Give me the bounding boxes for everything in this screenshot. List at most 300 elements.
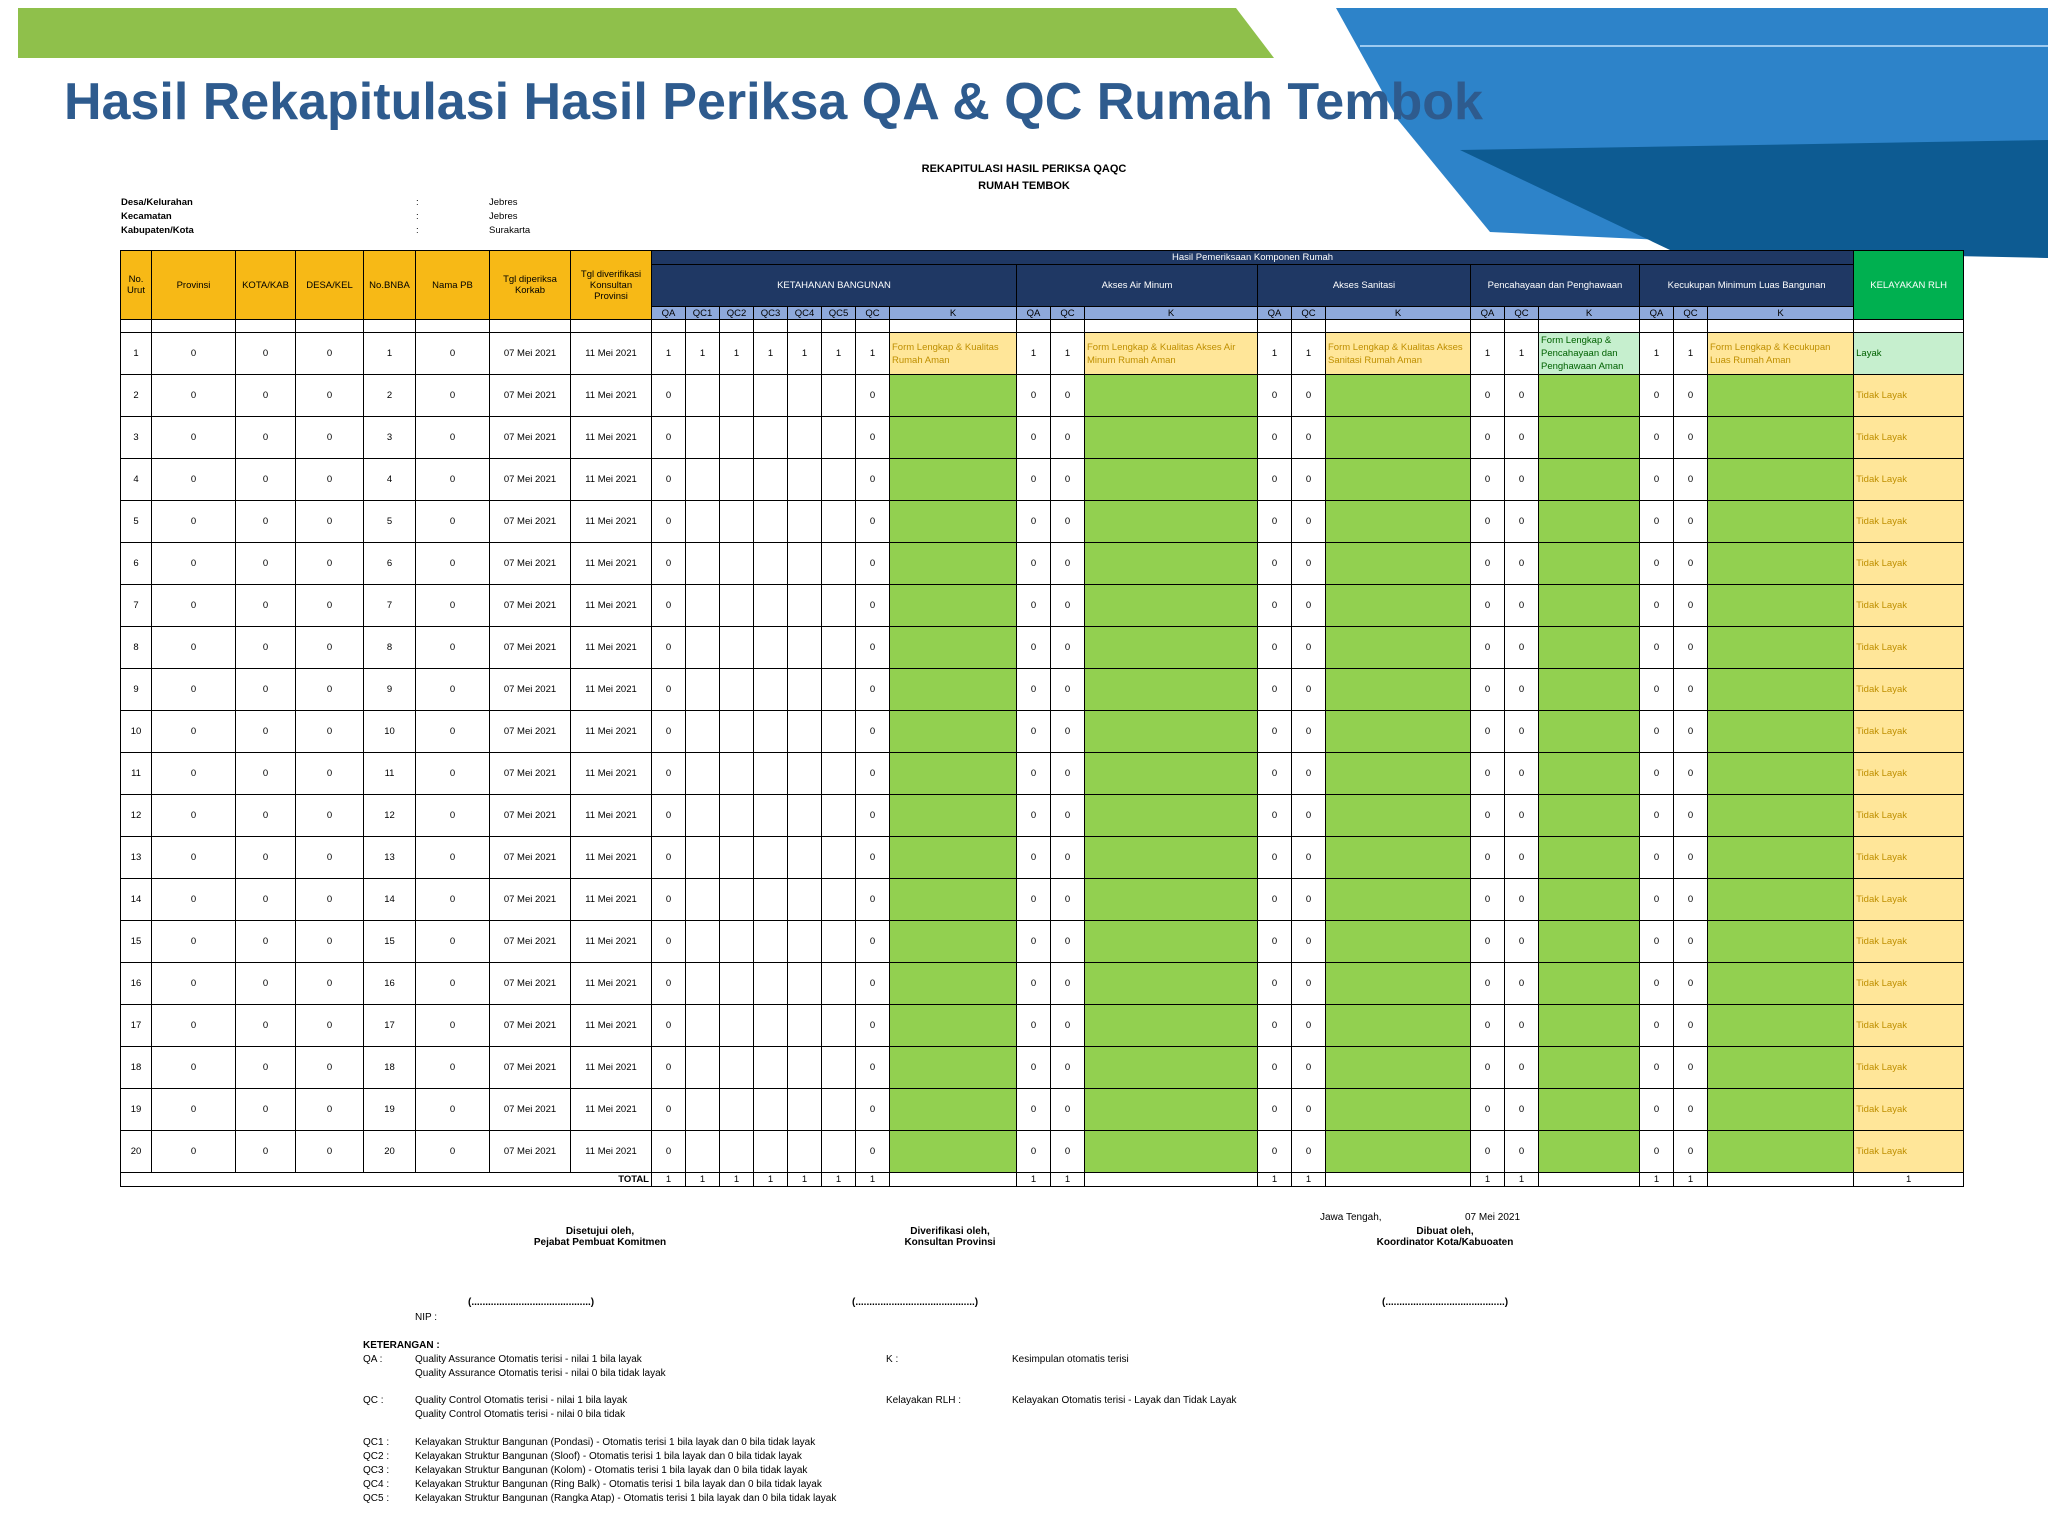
- cell-qc5: [822, 795, 856, 837]
- signature-right-line1: Dibuat oleh,: [1416, 1226, 1474, 1237]
- total-cell: 1: [788, 1173, 822, 1187]
- cell-kb-k: [890, 459, 1017, 501]
- cell-prov: 0: [152, 543, 236, 585]
- cell-lu-qc: 0: [1674, 753, 1708, 795]
- sub-qc2: QC2: [720, 307, 754, 320]
- cell-pc-qa: 0: [1471, 753, 1505, 795]
- cell-no: 2: [121, 375, 152, 417]
- cell-bnba: 2: [364, 375, 416, 417]
- cell-kota: 0: [236, 879, 296, 921]
- total-cell: 1: [1640, 1173, 1674, 1187]
- cell-kota: 0: [236, 375, 296, 417]
- cell-air-qa: 0: [1017, 501, 1051, 543]
- cell-tgl1: 07 Mei 2021: [490, 711, 571, 753]
- cell-lu-qa: 0: [1640, 543, 1674, 585]
- cell-lu-qc: 0: [1674, 1131, 1708, 1173]
- cell-san-qc: 0: [1292, 1089, 1326, 1131]
- cell-san-k: [1326, 753, 1471, 795]
- col-tgl-diverifikasi: Tgl diverifikasi Konsultan Provinsi: [571, 251, 652, 320]
- cell-air-k: [1085, 417, 1258, 459]
- spacer-row: [121, 320, 1964, 333]
- sub-qc: QC: [1505, 307, 1539, 320]
- total-cell: 1: [1292, 1173, 1326, 1187]
- cell-no: 12: [121, 795, 152, 837]
- cell-san-qc: 0: [1292, 1131, 1326, 1173]
- cell-qc2: [720, 795, 754, 837]
- cell-layak: Tidak Layak: [1854, 669, 1964, 711]
- cell-pc-k: [1539, 1005, 1640, 1047]
- cell-pc-k: [1539, 1089, 1640, 1131]
- table-row: [121, 879, 1964, 921]
- total-cell: 1: [1017, 1173, 1051, 1187]
- cell-lu-qa: 0: [1640, 963, 1674, 1005]
- cell-lu-qa: 0: [1640, 627, 1674, 669]
- cell-qc1: [686, 375, 720, 417]
- cell-prov: 0: [152, 753, 236, 795]
- cell-qc1: [686, 837, 720, 879]
- cell-air-k: [1085, 753, 1258, 795]
- cell-pc-k: [1539, 1047, 1640, 1089]
- cell-lu-qc: 0: [1674, 921, 1708, 963]
- cell-kb-k: [890, 837, 1017, 879]
- cell-qc3: [754, 1089, 788, 1131]
- cell-pc-qc: 0: [1505, 417, 1539, 459]
- cell-qc1: [686, 627, 720, 669]
- table-row: [121, 333, 1964, 375]
- cell-no: 11: [121, 753, 152, 795]
- cell-layak: Tidak Layak: [1854, 627, 1964, 669]
- cell-pc-k: [1539, 753, 1640, 795]
- cell-no: 15: [121, 921, 152, 963]
- table-row: [121, 711, 1964, 753]
- cell-bnba: 1: [364, 333, 416, 375]
- cell-qc5: [822, 543, 856, 585]
- cell-qc4: [788, 795, 822, 837]
- cell-kota: 0: [236, 417, 296, 459]
- note-key-rlh: Kelayakan RLH :: [886, 1395, 962, 1406]
- cell-desa: 0: [296, 459, 364, 501]
- cell-san-k: [1326, 963, 1471, 1005]
- cell-pc-qa: 0: [1471, 501, 1505, 543]
- cell-san-k: [1326, 417, 1471, 459]
- sub-qc1: QC1: [686, 307, 720, 320]
- cell-qc3: [754, 543, 788, 585]
- cell-layak: Tidak Layak: [1854, 459, 1964, 501]
- cell-pc-qc: 0: [1505, 627, 1539, 669]
- cell-pc-qc: 0: [1505, 501, 1539, 543]
- cell-qc2: [720, 543, 754, 585]
- cell-nama: 0: [416, 1131, 490, 1173]
- cell-air-qa: 0: [1017, 585, 1051, 627]
- cell-kota: 0: [236, 921, 296, 963]
- total-cell: 1: [856, 1173, 890, 1187]
- cell-kb-qa: 0: [652, 1089, 686, 1131]
- note-qa-1: Quality Assurance Otomatis terisi - nilai 1 bila layak: [415, 1354, 642, 1365]
- cell-lu-k: [1708, 963, 1854, 1005]
- cell-no: 7: [121, 585, 152, 627]
- cell-qc5: [822, 879, 856, 921]
- cell-qc4: [788, 1089, 822, 1131]
- cell-san-k: [1326, 837, 1471, 879]
- cell-qc2: [720, 753, 754, 795]
- cell-qc4: [788, 711, 822, 753]
- sub-qa: QA: [1258, 307, 1292, 320]
- cell-san-qc: 0: [1292, 837, 1326, 879]
- cell-desa: 0: [296, 669, 364, 711]
- cell-pc-k: [1539, 711, 1640, 753]
- cell-nama: 0: [416, 1047, 490, 1089]
- cell-kota: 0: [236, 963, 296, 1005]
- cell-san-qc: 0: [1292, 417, 1326, 459]
- cell-tgl1: 07 Mei 2021: [490, 921, 571, 963]
- cell-kb-k: [890, 921, 1017, 963]
- cell-air-k: [1085, 375, 1258, 417]
- cell-qc3: [754, 711, 788, 753]
- cell-desa: 0: [296, 879, 364, 921]
- cell-lu-qa: 0: [1640, 1131, 1674, 1173]
- info-value: Jebres: [489, 197, 518, 208]
- col-desa-kel: DESA/KEL: [296, 251, 364, 320]
- signature-dots-left: (...........................................): [468, 1297, 595, 1308]
- cell-pc-qc: 0: [1505, 1089, 1539, 1131]
- cell-no: 17: [121, 1005, 152, 1047]
- cell-nama: 0: [416, 333, 490, 375]
- cell-tgl1: 07 Mei 2021: [490, 879, 571, 921]
- cell-lu-k: [1708, 627, 1854, 669]
- cell-desa: 0: [296, 501, 364, 543]
- total-row: [121, 1173, 1964, 1187]
- cell-bnba: 5: [364, 501, 416, 543]
- cell-air-qa: 0: [1017, 1005, 1051, 1047]
- cell-kb-qa: 0: [652, 669, 686, 711]
- cell-air-qc: 0: [1051, 795, 1085, 837]
- cell-pc-qa: 0: [1471, 837, 1505, 879]
- cell-air-qc: 0: [1051, 921, 1085, 963]
- table-row: [121, 585, 1964, 627]
- table-row: [121, 921, 1964, 963]
- cell-lu-qa: 0: [1640, 1047, 1674, 1089]
- cell-san-k: [1326, 1047, 1471, 1089]
- cell-desa: 0: [296, 711, 364, 753]
- total-cell: 1: [1505, 1173, 1539, 1187]
- signature-right: [1285, 1226, 1605, 1248]
- cell-desa: 0: [296, 417, 364, 459]
- cell-lu-qc: 0: [1674, 879, 1708, 921]
- cell-pc-k: [1539, 375, 1640, 417]
- cell-pc-qa: 0: [1471, 543, 1505, 585]
- sub-qc3: QC3: [754, 307, 788, 320]
- cell-air-qc: 0: [1051, 459, 1085, 501]
- cell-desa: 0: [296, 333, 364, 375]
- note-qc4: Kelayakan Struktur Bangunan (Ring Balk) - Otomatis terisi 1 bila layak dan 0 bila tidak layak: [415, 1479, 822, 1490]
- cell-qc4: [788, 627, 822, 669]
- col-kota-kab: KOTA/KAB: [236, 251, 296, 320]
- cell-pc-qa: 0: [1471, 1005, 1505, 1047]
- cell-kb-qc: 0: [856, 417, 890, 459]
- cell-qc4: [788, 753, 822, 795]
- cell-pc-qa: 0: [1471, 711, 1505, 753]
- cell-san-qa: 0: [1258, 669, 1292, 711]
- note-key-qc1: QC1 :: [363, 1437, 390, 1448]
- sub-qa: QA: [652, 307, 686, 320]
- note-qc3: Kelayakan Struktur Bangunan (Kolom) - Otomatis terisi 1 bila layak dan 0 bila tidak layak: [415, 1465, 808, 1476]
- cell-air-qa: 0: [1017, 543, 1051, 585]
- cell-san-k: [1326, 459, 1471, 501]
- info-label: Kecamatan: [121, 211, 172, 222]
- sub-qc5: QC5: [822, 307, 856, 320]
- note-qc2: Kelayakan Struktur Bangunan (Sloof) - Otomatis terisi 1 bila layak dan 0 bila tidak layak: [415, 1451, 802, 1462]
- cell-lu-qc: 0: [1674, 375, 1708, 417]
- cell-air-qa: 0: [1017, 1047, 1051, 1089]
- cell-nama: 0: [416, 1005, 490, 1047]
- cell-san-qa: 0: [1258, 711, 1292, 753]
- cell-san-k: [1326, 1005, 1471, 1047]
- cell-air-qc: 0: [1051, 879, 1085, 921]
- cell-san-qa: 0: [1258, 753, 1292, 795]
- cell-san-qa: 0: [1258, 837, 1292, 879]
- cell-lu-k: [1708, 837, 1854, 879]
- cell-desa: 0: [296, 921, 364, 963]
- cell-kota: 0: [236, 795, 296, 837]
- cell-lu-k: [1708, 1047, 1854, 1089]
- cell-san-qc: 0: [1292, 921, 1326, 963]
- slide-title: Hasil Rekapitulasi Hasil Periksa QA & QC Rumah Tembok: [64, 73, 1483, 131]
- cell-kb-k: [890, 711, 1017, 753]
- cell-san-qc: 0: [1292, 1005, 1326, 1047]
- cell-lu-qa: 0: [1640, 711, 1674, 753]
- cell-qc4: [788, 459, 822, 501]
- cell-pc-qc: 0: [1505, 375, 1539, 417]
- cell-qc2: [720, 669, 754, 711]
- cell-pc-k: [1539, 963, 1640, 1005]
- sub-qc: QC: [1674, 307, 1708, 320]
- table-row: [121, 795, 1964, 837]
- cell-san-qc: 0: [1292, 501, 1326, 543]
- cell-tgl1: 07 Mei 2021: [490, 417, 571, 459]
- cell-san-qa: 0: [1258, 1005, 1292, 1047]
- cell-pc-qc: 1: [1505, 333, 1539, 375]
- cell-lu-qc: 0: [1674, 1089, 1708, 1131]
- cell-prov: 0: [152, 333, 236, 375]
- cell-kb-qc: 0: [856, 1005, 890, 1047]
- cell-layak: Tidak Layak: [1854, 753, 1964, 795]
- cell-pc-qc: 0: [1505, 711, 1539, 753]
- cell-air-qc: 0: [1051, 585, 1085, 627]
- cell-kota: 0: [236, 627, 296, 669]
- cell-kb-k: [890, 627, 1017, 669]
- cell-lu-qc: 0: [1674, 963, 1708, 1005]
- cell-air-k: Form Lengkap & Kualitas Akses Air Minum Rumah Aman: [1085, 333, 1258, 375]
- cell-kb-qa: 0: [652, 459, 686, 501]
- cell-desa: 0: [296, 795, 364, 837]
- cell-kb-qa: 0: [652, 627, 686, 669]
- signature-dots-right: (...........................................): [1382, 1297, 1509, 1308]
- cell-san-k: [1326, 501, 1471, 543]
- cell-qc5: [822, 417, 856, 459]
- cell-lu-qa: 0: [1640, 669, 1674, 711]
- cell-air-k: [1085, 1131, 1258, 1173]
- cell-pc-qc: 0: [1505, 1005, 1539, 1047]
- cell-san-qa: 0: [1258, 375, 1292, 417]
- cell-air-k: [1085, 627, 1258, 669]
- cell-lu-k: [1708, 501, 1854, 543]
- info-value: Surakarta: [489, 225, 531, 236]
- cell-air-k: [1085, 1005, 1258, 1047]
- cell-layak: Tidak Layak: [1854, 837, 1964, 879]
- cell-lu-k: [1708, 1005, 1854, 1047]
- signature-place: Jawa Tengah,: [1320, 1212, 1382, 1223]
- cell-san-k: [1326, 1089, 1471, 1131]
- cell-nama: 0: [416, 375, 490, 417]
- cell-qc5: [822, 585, 856, 627]
- cell-qc3: [754, 417, 788, 459]
- cell-kb-qa: 0: [652, 837, 686, 879]
- note-qa-2: Quality Assurance Otomatis terisi - nilai 0 bila tidak layak: [415, 1368, 666, 1379]
- cell-kota: 0: [236, 1047, 296, 1089]
- cell-qc4: [788, 375, 822, 417]
- cell-kota: 0: [236, 1089, 296, 1131]
- cell-desa: 0: [296, 1005, 364, 1047]
- cell-qc2: [720, 375, 754, 417]
- cell-tgl2: 11 Mei 2021: [571, 1089, 652, 1131]
- cell-tgl1: 07 Mei 2021: [490, 753, 571, 795]
- cell-layak: Tidak Layak: [1854, 501, 1964, 543]
- cell-tgl1: 07 Mei 2021: [490, 501, 571, 543]
- cell-tgl2: 11 Mei 2021: [571, 1047, 652, 1089]
- info-colon: :: [416, 211, 419, 222]
- cell-kb-qa: 0: [652, 963, 686, 1005]
- cell-san-qa: 0: [1258, 963, 1292, 1005]
- total-cell: [1326, 1173, 1471, 1187]
- cell-pc-qa: 0: [1471, 375, 1505, 417]
- cell-qc2: 1: [720, 333, 754, 375]
- signature-left: [440, 1226, 760, 1248]
- cell-lu-k: [1708, 669, 1854, 711]
- cell-san-qc: 0: [1292, 1047, 1326, 1089]
- cell-kb-qa: 0: [652, 1131, 686, 1173]
- cell-air-k: [1085, 543, 1258, 585]
- cell-qc5: [822, 1047, 856, 1089]
- cell-air-qc: 0: [1051, 711, 1085, 753]
- cell-nama: 0: [416, 1089, 490, 1131]
- cell-kb-k: [890, 375, 1017, 417]
- group-hasil-pemeriksaan: Hasil Pemeriksaan Komponen Rumah: [652, 251, 1854, 265]
- cell-tgl1: 07 Mei 2021: [490, 963, 571, 1005]
- cell-qc3: [754, 459, 788, 501]
- cell-no: 16: [121, 963, 152, 1005]
- cell-qc4: [788, 543, 822, 585]
- cell-qc5: 1: [822, 333, 856, 375]
- cell-qc5: [822, 1089, 856, 1131]
- cell-desa: 0: [296, 837, 364, 879]
- total-cell: [890, 1173, 1017, 1187]
- total-cell: 1: [1471, 1173, 1505, 1187]
- signature-right-line2: Koordinator Kota/Kabuoaten: [1376, 1237, 1514, 1248]
- cell-prov: 0: [152, 627, 236, 669]
- cell-qc2: [720, 1047, 754, 1089]
- cell-desa: 0: [296, 1131, 364, 1173]
- cell-desa: 0: [296, 543, 364, 585]
- info-label: Desa/Kelurahan: [121, 197, 193, 208]
- cell-pc-qc: 0: [1505, 1131, 1539, 1173]
- cell-lu-qc: 0: [1674, 669, 1708, 711]
- cell-lu-qc: 0: [1674, 501, 1708, 543]
- cell-tgl2: 11 Mei 2021: [571, 627, 652, 669]
- sub-qa: QA: [1017, 307, 1051, 320]
- cell-bnba: 20: [364, 1131, 416, 1173]
- sub-k: K: [1085, 307, 1258, 320]
- cell-pc-qa: 0: [1471, 1047, 1505, 1089]
- cell-qc5: [822, 627, 856, 669]
- cell-tgl2: 11 Mei 2021: [571, 333, 652, 375]
- cell-kb-qa: 1: [652, 333, 686, 375]
- total-cell: 1: [754, 1173, 788, 1187]
- cell-kota: 0: [236, 1131, 296, 1173]
- cell-desa: 0: [296, 753, 364, 795]
- info-colon: :: [416, 225, 419, 236]
- table-row: [121, 963, 1964, 1005]
- cell-desa: 0: [296, 375, 364, 417]
- cell-qc1: 1: [686, 333, 720, 375]
- cell-qc3: [754, 879, 788, 921]
- cell-layak: Tidak Layak: [1854, 1089, 1964, 1131]
- cell-lu-k: [1708, 543, 1854, 585]
- cell-kota: 0: [236, 669, 296, 711]
- cell-kb-qc: 0: [856, 627, 890, 669]
- col-tgl-diperiksa: Tgl diperiksa Korkab: [490, 251, 571, 320]
- cell-qc5: [822, 837, 856, 879]
- cell-air-qc: 0: [1051, 375, 1085, 417]
- cell-lu-k: [1708, 795, 1854, 837]
- cell-kb-k: [890, 585, 1017, 627]
- cell-pc-qa: 0: [1471, 1089, 1505, 1131]
- total-cell: 1: [822, 1173, 856, 1187]
- cell-pc-qa: 0: [1471, 459, 1505, 501]
- cell-san-qc: 0: [1292, 753, 1326, 795]
- cell-air-qc: 0: [1051, 753, 1085, 795]
- cell-layak: Tidak Layak: [1854, 417, 1964, 459]
- table-body: [121, 320, 1964, 1173]
- cell-qc2: [720, 417, 754, 459]
- cell-san-qa: 0: [1258, 417, 1292, 459]
- cell-qc1: [686, 1131, 720, 1173]
- cell-air-k: [1085, 711, 1258, 753]
- group-ketahanan: KETAHANAN BANGUNAN: [652, 265, 1017, 307]
- cell-kb-qa: 0: [652, 375, 686, 417]
- cell-no: 4: [121, 459, 152, 501]
- cell-air-qa: 0: [1017, 963, 1051, 1005]
- cell-prov: 0: [152, 837, 236, 879]
- cell-kb-k: [890, 753, 1017, 795]
- cell-kb-qa: 0: [652, 921, 686, 963]
- cell-qc2: [720, 585, 754, 627]
- cell-lu-qc: 0: [1674, 543, 1708, 585]
- cell-air-qa: 0: [1017, 669, 1051, 711]
- cell-san-k: [1326, 627, 1471, 669]
- cell-qc1: [686, 963, 720, 1005]
- cell-layak: Layak: [1854, 333, 1964, 375]
- cell-air-qc: 1: [1051, 333, 1085, 375]
- cell-kota: 0: [236, 501, 296, 543]
- cell-lu-k: [1708, 879, 1854, 921]
- cell-prov: 0: [152, 1131, 236, 1173]
- cell-qc4: 1: [788, 333, 822, 375]
- total-cell: [1085, 1173, 1258, 1187]
- cell-nama: 0: [416, 417, 490, 459]
- cell-air-qc: 0: [1051, 501, 1085, 543]
- cell-tgl2: 11 Mei 2021: [571, 921, 652, 963]
- cell-tgl2: 11 Mei 2021: [571, 543, 652, 585]
